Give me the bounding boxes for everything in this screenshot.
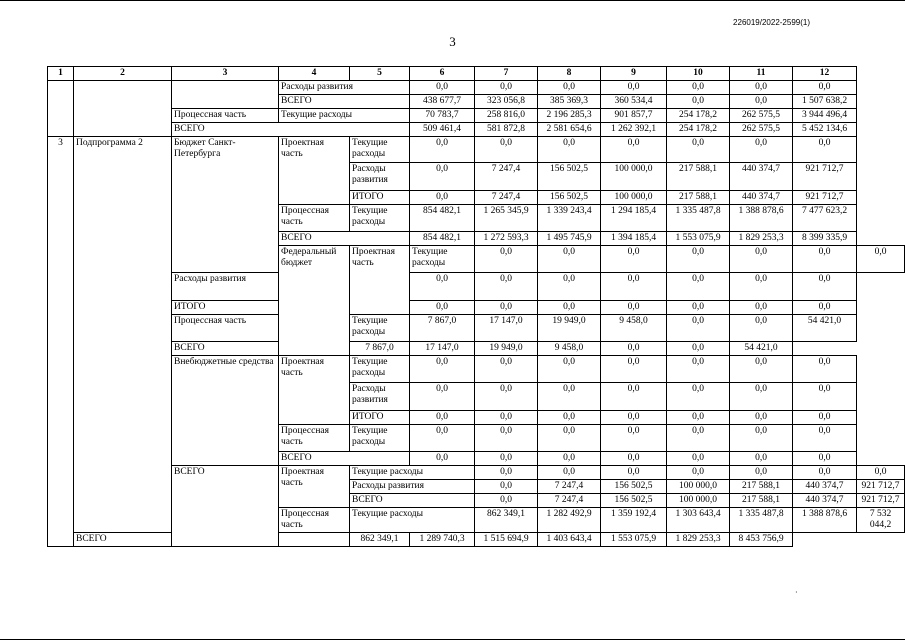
value-cell: 2 581 654,6: [538, 123, 601, 137]
column-header: 11: [730, 67, 793, 81]
value-cell: 0,0: [793, 273, 857, 301]
value-cell: 0,0: [667, 301, 730, 315]
value-cell: 440 374,7: [730, 163, 793, 191]
value-cell: 0,0: [410, 452, 475, 466]
row-label: Текущие расходы: [350, 137, 410, 163]
row-label: Текущие расходы: [350, 466, 475, 480]
value-cell: 17 147,0: [475, 315, 538, 342]
value-cell: 1 294 185,4: [601, 205, 667, 232]
value-cell: 0,0: [730, 383, 793, 411]
value-cell: 0,0: [410, 356, 475, 383]
value-cell: 1 339 243,4: [538, 205, 601, 232]
part-label: Проектная часть: [279, 466, 350, 508]
value-cell: 0,0: [410, 191, 475, 205]
row-label: ВСЕГО: [172, 123, 410, 137]
value-cell: 0,0: [793, 301, 857, 315]
value-cell: 156 502,5: [538, 191, 601, 205]
header-row: [48, 67, 905, 81]
value-cell: 0,0: [601, 452, 667, 466]
value-cell: 360 534,4: [601, 95, 667, 109]
value-cell: 921 712,7: [857, 494, 905, 508]
column-header: 2: [74, 67, 172, 81]
value-cell: 1 289 740,3: [410, 533, 475, 547]
value-cell: 0,0: [601, 383, 667, 411]
value-cell: 54 421,0: [793, 315, 857, 342]
value-cell: 0,0: [730, 452, 793, 466]
value-cell: 0,0: [730, 246, 793, 273]
value-cell: 1 553 075,9: [667, 232, 730, 246]
row-label: ИТОГО: [172, 301, 279, 315]
value-cell: 7 532 044,2: [857, 508, 905, 533]
value-cell: 0,0: [730, 81, 793, 95]
value-cell: 54 421,0: [730, 342, 793, 356]
source-label: Федеральный бюджет: [279, 246, 350, 356]
value-cell: 0,0: [601, 246, 667, 273]
value-cell: 581 872,8: [475, 123, 538, 137]
part-label: Проектная часть: [350, 246, 410, 315]
value-cell: 0,0: [475, 466, 538, 480]
row-label: Текущие расходы: [350, 508, 475, 533]
table-row: [48, 109, 905, 123]
part-label: Проектная часть: [279, 137, 350, 205]
value-cell: 0,0: [475, 425, 538, 452]
row-label: Текущие расходы: [350, 425, 410, 452]
value-cell: 0,0: [538, 383, 601, 411]
value-cell: 100 000,0: [667, 480, 730, 494]
value-cell: 0,0: [793, 411, 857, 425]
row-label: ВСЕГО: [74, 533, 350, 547]
column-header: 4: [279, 67, 350, 81]
value-cell: 0,0: [410, 137, 475, 163]
value-cell: 254 178,2: [667, 123, 730, 137]
value-cell: 8 453 756,9: [730, 533, 793, 547]
value-cell: 7 247,4: [538, 494, 601, 508]
value-cell: 156 502,5: [601, 480, 667, 494]
value-cell: 509 461,4: [410, 123, 475, 137]
value-cell: 0,0: [601, 466, 667, 480]
value-cell: 0,0: [601, 425, 667, 452]
value-cell: 1 272 593,3: [475, 232, 538, 246]
value-cell: 19 949,0: [538, 315, 601, 342]
value-cell: 1 335 487,8: [667, 205, 730, 232]
source-label: Внебюджетные средства: [172, 356, 279, 466]
value-cell: 1 403 643,4: [538, 533, 601, 547]
value-cell: 0,0: [475, 273, 538, 301]
value-cell: 0,0: [601, 81, 667, 95]
value-cell: 17 147,0: [410, 342, 475, 356]
value-cell: 921 712,7: [793, 163, 857, 191]
value-cell: 262 575,5: [730, 109, 793, 123]
row-label: Расходы развития: [279, 81, 410, 95]
value-cell: 7 477 623,2: [793, 205, 857, 232]
row-number: 3: [48, 137, 74, 547]
value-cell: 0,0: [601, 273, 667, 301]
budget-table: [47, 66, 905, 547]
value-cell: 1 515 694,9: [475, 533, 538, 547]
value-cell: 854 482,1: [410, 232, 475, 246]
value-cell: 7 867,0: [350, 342, 410, 356]
value-cell: 7 247,4: [475, 163, 538, 191]
value-cell: 0,0: [410, 301, 475, 315]
value-cell: 1 507 638,2: [793, 95, 857, 109]
value-cell: 0,0: [410, 81, 475, 95]
value-cell: 254 178,2: [667, 109, 730, 123]
value-cell: 1 829 253,3: [667, 533, 730, 547]
value-cell: 100 000,0: [601, 163, 667, 191]
value-cell: 0,0: [857, 466, 905, 480]
value-cell: 921 712,7: [793, 191, 857, 205]
table-row: [48, 533, 905, 547]
value-cell: 921 712,7: [857, 480, 905, 494]
cell-empty: [74, 81, 172, 137]
value-cell: 0,0: [793, 466, 857, 480]
value-cell: 7 247,4: [475, 191, 538, 205]
value-cell: 217 588,1: [730, 494, 793, 508]
part-label: Процессная часть: [279, 425, 350, 452]
value-cell: 0,0: [793, 383, 857, 411]
column-header: 6: [410, 67, 475, 81]
value-cell: 100 000,0: [667, 494, 730, 508]
value-cell: 0,0: [538, 466, 601, 480]
page-number: 3: [449, 34, 456, 49]
value-cell: 0,0: [475, 246, 538, 273]
row-label: Расходы развития: [350, 383, 410, 411]
value-cell: 0,0: [410, 411, 475, 425]
value-cell: 0,0: [475, 452, 538, 466]
value-cell: 1 495 745,9: [538, 232, 601, 246]
table-row: [48, 81, 905, 95]
value-cell: 0,0: [601, 411, 667, 425]
part-label: Процессная часть: [279, 508, 350, 533]
row-label: ВСЕГО: [279, 95, 410, 109]
row-label: Расходы развития: [350, 480, 475, 494]
value-cell: 0,0: [730, 356, 793, 383]
value-cell: 1 829 253,3: [730, 232, 793, 246]
value-cell: 0,0: [475, 356, 538, 383]
row-label: Текущие расходы: [350, 356, 410, 383]
source-label: Бюджет Санкт-Петербурга: [172, 137, 279, 273]
value-cell: 0,0: [667, 81, 730, 95]
value-cell: 0,0: [793, 452, 857, 466]
scan-edge-top: [0, 0, 905, 1]
row-label: Текущие расходы: [350, 315, 410, 342]
value-cell: 0,0: [667, 452, 730, 466]
value-cell: 1 388 878,6: [793, 508, 857, 533]
value-cell: 0,0: [730, 301, 793, 315]
value-cell: 217 588,1: [667, 191, 730, 205]
value-cell: 901 857,7: [601, 109, 667, 123]
row-label: Текущие расходы: [279, 109, 410, 123]
value-cell: 217 588,1: [667, 163, 730, 191]
row-label: Текущие расходы: [350, 205, 410, 232]
value-cell: 440 374,7: [730, 191, 793, 205]
value-cell: 0,0: [667, 342, 730, 356]
value-cell: 0,0: [410, 273, 475, 301]
value-cell: 0,0: [538, 425, 601, 452]
value-cell: 0,0: [538, 356, 601, 383]
table-row: [48, 342, 905, 356]
value-cell: 1 553 075,9: [601, 533, 667, 547]
cell-empty: [48, 81, 74, 137]
row-label: ИТОГО: [350, 411, 410, 425]
part-label: Процессная часть: [172, 315, 279, 342]
row-label: Расходы развития: [350, 163, 410, 191]
value-cell: 1 282 492,9: [538, 508, 601, 533]
subprogram-label: Подпрограмма 2: [74, 137, 172, 533]
value-cell: 1 265 345,9: [475, 205, 538, 232]
value-cell: 0,0: [667, 137, 730, 163]
value-cell: 262 575,5: [730, 123, 793, 137]
table-row: [48, 301, 905, 315]
total-label: ВСЕГО: [172, 466, 279, 547]
cell-empty: [172, 81, 279, 109]
value-cell: 0,0: [667, 466, 730, 480]
value-cell: 7 247,4: [538, 480, 601, 494]
value-cell: 0,0: [538, 452, 601, 466]
value-cell: 0,0: [730, 315, 793, 342]
part-label: Процессная часть: [172, 109, 279, 123]
value-cell: 0,0: [667, 315, 730, 342]
value-cell: 0,0: [475, 411, 538, 425]
value-cell: 1 335 487,8: [730, 508, 793, 533]
value-cell: 862 349,1: [350, 533, 410, 547]
value-cell: 323 056,8: [475, 95, 538, 109]
value-cell: 0,0: [667, 425, 730, 452]
value-cell: 9 458,0: [601, 315, 667, 342]
value-cell: 0,0: [793, 246, 857, 273]
value-cell: 438 677,7: [410, 95, 475, 109]
value-cell: 0,0: [601, 137, 667, 163]
value-cell: 156 502,5: [601, 494, 667, 508]
value-cell: 440 374,7: [793, 494, 857, 508]
row-label: ВСЕГО: [350, 494, 475, 508]
value-cell: 862 349,1: [475, 508, 538, 533]
value-cell: 0,0: [538, 411, 601, 425]
value-cell: 1 262 392,1: [601, 123, 667, 137]
value-cell: 0,0: [475, 301, 538, 315]
table-row: [48, 466, 905, 480]
value-cell: 0,0: [410, 163, 475, 191]
value-cell: 0,0: [857, 246, 905, 273]
column-header: 10: [667, 67, 730, 81]
value-cell: 0,0: [793, 356, 857, 383]
value-cell: 0,0: [538, 301, 601, 315]
value-cell: 440 374,7: [793, 480, 857, 494]
table-row: [48, 273, 905, 301]
value-cell: 854 482,1: [410, 205, 475, 232]
column-header: 3: [172, 67, 279, 81]
row-label: ВСЕГО: [279, 452, 410, 466]
column-header: 5: [350, 67, 410, 81]
value-cell: 217 588,1: [730, 480, 793, 494]
value-cell: 0,0: [730, 466, 793, 480]
scan-mark: ·: [795, 588, 798, 597]
value-cell: 0,0: [667, 411, 730, 425]
value-cell: 0,0: [667, 383, 730, 411]
value-cell: 0,0: [601, 301, 667, 315]
value-cell: 100 000,0: [601, 191, 667, 205]
value-cell: 0,0: [667, 246, 730, 273]
value-cell: 5 452 134,6: [793, 123, 857, 137]
row-label: Текущие расходы: [410, 246, 475, 273]
value-cell: 0,0: [601, 356, 667, 383]
value-cell: 0,0: [538, 137, 601, 163]
column-header: 8: [538, 67, 601, 81]
value-cell: 0,0: [475, 81, 538, 95]
value-cell: 0,0: [730, 137, 793, 163]
value-cell: 1 359 192,4: [601, 508, 667, 533]
part-label: Проектная часть: [279, 356, 350, 425]
value-cell: 0,0: [475, 383, 538, 411]
column-header: 9: [601, 67, 667, 81]
value-cell: 0,0: [667, 95, 730, 109]
value-cell: 0,0: [410, 425, 475, 452]
value-cell: 0,0: [475, 480, 538, 494]
row-label: ВСЕГО: [172, 342, 350, 356]
value-cell: 1 303 643,4: [667, 508, 730, 533]
value-cell: 0,0: [793, 81, 857, 95]
value-cell: 1 388 878,6: [730, 205, 793, 232]
value-cell: 0,0: [410, 383, 475, 411]
value-cell: 2 196 285,3: [538, 109, 601, 123]
column-header: 12: [793, 67, 857, 81]
value-cell: 0,0: [730, 273, 793, 301]
column-header: 1: [48, 67, 74, 81]
row-label: Расходы развития: [172, 273, 279, 301]
value-cell: 3 944 496,4: [793, 109, 857, 123]
column-header: 7: [475, 67, 538, 81]
table-row: [48, 137, 905, 163]
table-row: [48, 123, 905, 137]
value-cell: 70 783,7: [410, 109, 475, 123]
row-label: ИТОГО: [350, 191, 410, 205]
value-cell: 19 949,0: [475, 342, 538, 356]
value-cell: 385 369,3: [538, 95, 601, 109]
value-cell: 258 816,0: [475, 109, 538, 123]
value-cell: 156 502,5: [538, 163, 601, 191]
value-cell: 0,0: [730, 411, 793, 425]
value-cell: 0,0: [475, 137, 538, 163]
value-cell: 0,0: [538, 273, 601, 301]
value-cell: 0,0: [793, 137, 857, 163]
part-label: Процессная часть: [279, 205, 350, 232]
value-cell: 9 458,0: [538, 342, 601, 356]
value-cell: 0,0: [601, 342, 667, 356]
value-cell: 0,0: [667, 273, 730, 301]
value-cell: 0,0: [793, 425, 857, 452]
value-cell: 1 394 185,4: [601, 232, 667, 246]
row-label: ВСЕГО: [279, 232, 410, 246]
value-cell: 7 867,0: [410, 315, 475, 342]
value-cell: 0,0: [667, 356, 730, 383]
value-cell: 0,0: [730, 425, 793, 452]
value-cell: 0,0: [730, 95, 793, 109]
document-id: 226019/2022-2599(1): [733, 18, 810, 27]
table-row: [48, 315, 905, 342]
value-cell: 0,0: [538, 81, 601, 95]
value-cell: 0,0: [538, 246, 601, 273]
value-cell: 0,0: [475, 494, 538, 508]
value-cell: 8 399 335,9: [793, 232, 857, 246]
table-row: [48, 356, 905, 383]
